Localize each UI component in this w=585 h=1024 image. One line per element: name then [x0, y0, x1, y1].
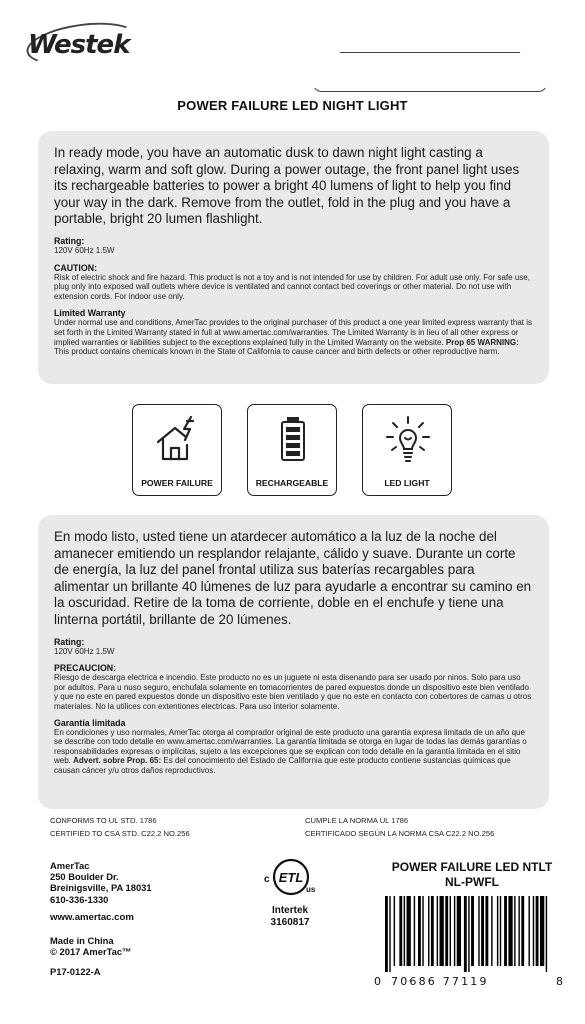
barcode-bar: [491, 896, 492, 966]
standard-line: CERTIFIED TO CSA STD. C22.2 NO.256: [50, 829, 190, 838]
standard-line: CONFORMS TO UL STD. 1786: [50, 816, 157, 825]
etl-mark-left: c: [264, 874, 270, 885]
barcode-bar: [540, 896, 544, 966]
barcode-bar: [497, 896, 498, 966]
barcode-bar: [440, 896, 444, 966]
english-rating-heading: Rating:: [54, 235, 85, 246]
feature-label: RECHARGEABLE: [255, 478, 329, 488]
product-model: NL-PWFL: [445, 875, 499, 889]
barcode-bar: [500, 896, 501, 966]
feature-label: POWER FAILURE: [141, 478, 213, 488]
spanish-rating-value: 120V 60Hz 1.5W: [54, 646, 115, 656]
barcode-bar: [389, 896, 390, 972]
brand-logo: Westek: [28, 30, 130, 60]
barcode-bar: [454, 896, 455, 966]
barcode-bar: [464, 896, 467, 972]
etl-listed-mark: [262, 854, 320, 900]
intertek-label: Intertek: [271, 905, 309, 916]
intertek-cert: [260, 905, 320, 929]
barcode-bar: [521, 896, 524, 966]
spanish-caution-text: Riesgo de descarga electrica e incendio. Este producto no es un juguete ni esta disenando para ser usado por ninos. Solo para uso por adultos. Para u nuso seguro, enchufala solamente en tomacorrientes de pared expuestos donde un dispositivo este bien ventilado y que no este en pared expuestos donde un dispositivo este bien ventilado y que no este en contacto con cobertores de camas u otros materiales. No la utilices con extentiones electricas. Para uso interior solamente.: [54, 673, 532, 711]
english-prop65-label: Prop 65 WARNING:: [445, 337, 519, 347]
barcode-bar: [404, 896, 405, 966]
barcode-bar: [431, 896, 434, 966]
origin-copyright: [50, 935, 131, 957]
barcode-bar: [450, 896, 451, 966]
barcode-bar: [414, 896, 415, 966]
battery-icon: [268, 415, 318, 465]
spanish-info-panel: [38, 515, 549, 809]
feature-power-failure: [132, 404, 222, 496]
phone: 610-336-1330: [50, 893, 109, 905]
barcode-bar: [437, 896, 438, 966]
house-lightning-icon: [153, 415, 203, 465]
barcode-bar: [407, 896, 411, 966]
barcode-bar: [518, 896, 519, 966]
spanish-rating-heading: Rating:: [54, 636, 85, 647]
barcode-bar: [528, 896, 529, 966]
barcode-bar: [508, 896, 512, 966]
etl-mark-center: ETL: [278, 870, 304, 885]
standards-spanish: [305, 814, 494, 840]
standard-line: CUMPLE LA NORMA UL 1786: [305, 816, 409, 825]
product-id: [372, 860, 572, 890]
feature-icons: [132, 404, 454, 496]
hang-tab-slot: [312, 52, 548, 92]
barcode-bar: [478, 896, 479, 966]
english-caution-heading: CAUTION:: [54, 262, 98, 273]
barcode-bar: [422, 896, 423, 966]
english-warranty-text: Under normal use and conditions, AmerTac provides to the original purchaser of this product a one year limited express warranty that is set forth in the Limited Warranty stated in full at www.amertac.com/warranties. The Limited Warranty is in lieu of all other express or implied warranties or liabilities subject to the exceptions explained fully in the Limited Warranty on the website. Prop 65 WARNING: This product contains chemicals known in the State of California to cause cancer and birth defects or other reproductive harm.: [54, 318, 533, 357]
spanish-prop65-label: Advert. sobre Prop. 65:: [73, 756, 162, 766]
company-address: [50, 860, 152, 905]
english-info-panel: [38, 131, 549, 384]
upc-barcode: [385, 896, 550, 972]
lightbulb-icon: [383, 415, 433, 465]
feature-label: LED LIGHT: [384, 478, 430, 488]
barcode-bar: [471, 896, 474, 966]
feature-led-light: [362, 404, 452, 496]
barcode-bar: [445, 896, 448, 966]
barcode-first-digit: 0: [374, 975, 381, 988]
barcode-bar: [385, 896, 388, 972]
barcode-bar: [428, 896, 429, 966]
english-description: In ready mode, you have an automatic dusk to dawn night light casting a relaxing, warm and soft glow. During a power outage, the front panel light uses its rechargeable batteries to power a bright 40 lumens of light to help you find your way in the dark. Remove from the outlet, fold in the plug and you have a portable, bright 20 lumen flashlight.: [54, 145, 520, 227]
barcode-digits: 70686 77119: [391, 975, 489, 988]
standard-line: CERTIFICADO SEGÚN LA NORMA CSA C22.2 NO.256: [305, 829, 495, 838]
barcode-bar: [418, 896, 421, 966]
spanish-warranty-text: En condiciones y uso normales, AmerTac otorga al comprador original de este producto una garantía expresa limitada de un año que se describe con todo detalle en www.amertac.com/warranties. La garantía limitada se otorga en lugar de todas las demás garantías o responsabilidades expresas o implícitas, sujeto a las excepciones que se explican con todo detalle en la garantía limitada en el sitio web. Advert. sobre Prop. 65: Es del conocimiento del Estado de California que este producto contiene sustancias químicas que causan cáncer y/u otros daños reproductivos.: [54, 727, 527, 775]
barcode-bar: [481, 896, 484, 966]
city: Breinigsville, PA 18031: [50, 882, 152, 894]
barcode-bar: [536, 896, 539, 966]
standards-english: [50, 814, 190, 840]
english-caution-text: Risk of electric shock and fire hazard. This product is not a toy and is not intended for use by children. For adult use only. For safe use, plug only into exposed wall outlets where device is ventilated and cannot contact bed coverings or other material. Do not use with extension cords. For indoor use only.: [54, 272, 530, 301]
intertek-number: 3160817: [270, 917, 310, 928]
product-name: POWER FAILURE LED NTLT: [391, 860, 553, 874]
feature-rechargeable: [247, 404, 337, 496]
product-title: POWER FAILURE LED NIGHT LIGHT: [177, 98, 408, 113]
spanish-caution-heading: PRECAUCION:: [54, 663, 117, 674]
english-rating-value: 120V 60Hz 1.5W: [54, 245, 115, 255]
made-in: Made in China: [50, 935, 114, 946]
website: www.amertac.com: [50, 912, 134, 923]
barcode-last-digit: 8: [556, 975, 563, 988]
copyright: © 2017 AmerTac™: [50, 946, 132, 957]
spanish-description: En modo listo, usted tiene un atardecer automático a la luz de la noche del amanecer emitiendo un resplandor relajante, cálido y suave. Durante un corte de energía, la luz del panel frontal utiliza sus baterías recargables para alimentar un brillante 40 lúmenes de luz para ayudarle a encontrar su camino en la oscuridad. Retire de la toma de corriente, doble en el enchufe y tiene una linterna portátil, brillante de 20 lúmenes.: [54, 529, 532, 627]
barcode-bar: [394, 896, 395, 966]
barcode-bar: [468, 896, 469, 972]
barcode-bar: [533, 896, 534, 966]
barcode-bar: [457, 896, 461, 966]
barcode-bar: [399, 896, 402, 966]
barcode-bar: [514, 896, 515, 966]
spanish-warranty-heading: Garantía limitada: [54, 717, 126, 728]
etl-mark-right: us: [306, 885, 316, 894]
barcode-bar: [504, 896, 507, 966]
barcode-bar: [485, 896, 488, 966]
english-warranty-heading: Limited Warranty: [54, 308, 126, 319]
company-name: AmerTac: [50, 860, 90, 871]
part-code: P17-0122-A: [50, 966, 101, 977]
street: 250 Boulder Dr.: [50, 871, 119, 883]
barcode-bar: [546, 896, 547, 972]
